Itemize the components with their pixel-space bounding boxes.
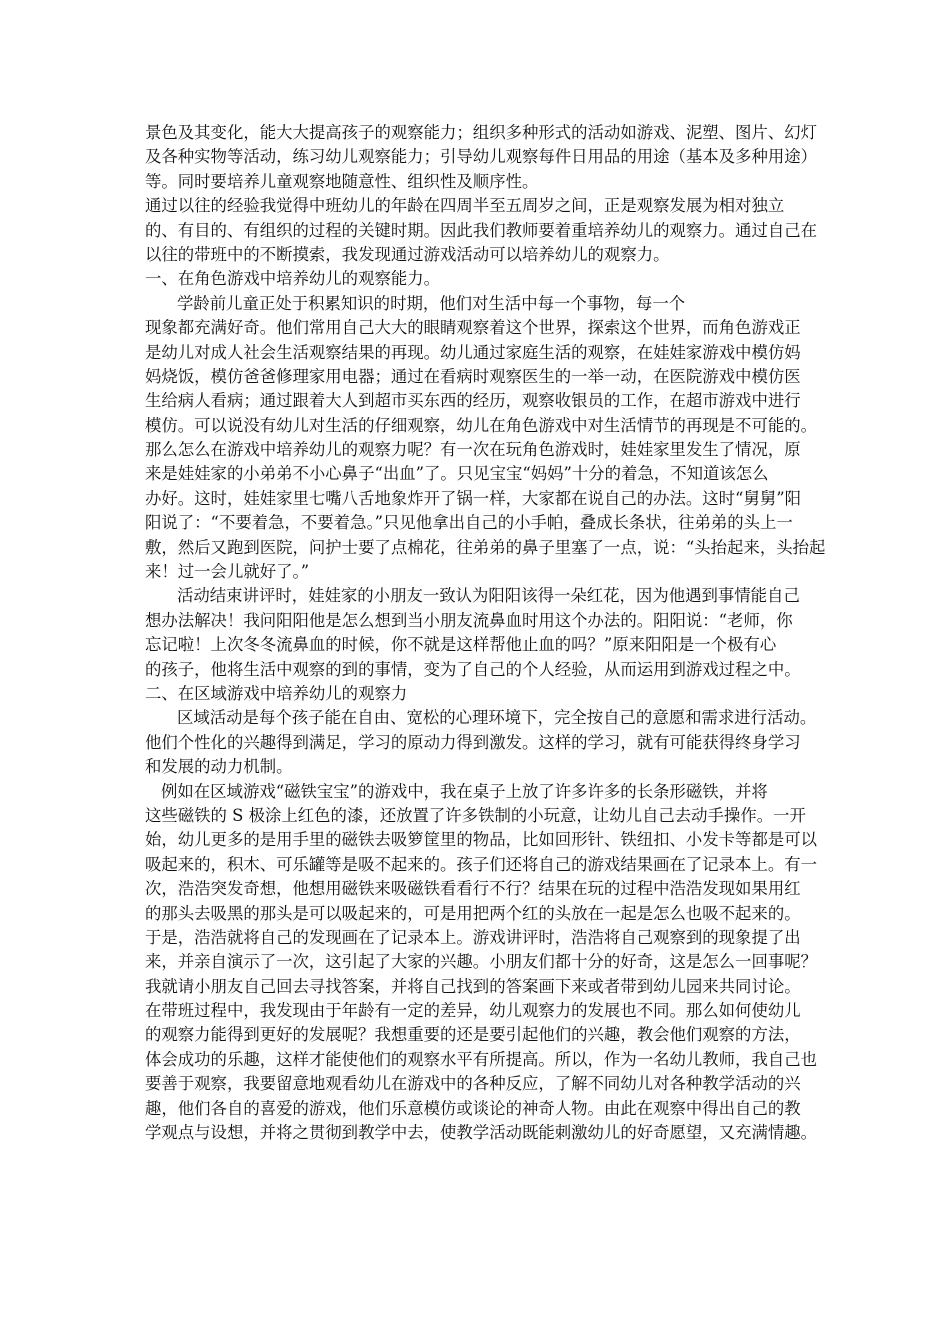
text-line: 现象都充满好奇。他们常用自己大大的眼睛观察着这个世界，探索这个世界，而角色游戏正 [145, 318, 801, 338]
text-line: 例如在区域游戏“磁铁宝宝”的游戏中，我在桌子上放了许多许多的长条形磁铁，并将 [161, 781, 768, 801]
text-line: 吸起来的，积木、可乐罐等是吸不起来的。孩子们还将自己的游戏结果画在了记录本上。有一 [145, 854, 818, 874]
text-line: 的孩子，他将生活中观察的到的事情，变为了自己的个人经验，从而运用到游戏过程之中。 [145, 659, 801, 679]
text-line: 学观点与设想，并将之贯彻到教学中去，使教学活动既能刺激幼儿的好奇愿望，又充满情趣。 [145, 1123, 818, 1143]
text-line: 于是，浩浩就将自己的发现画在了记录本上。游戏讲评时，浩浩将自己观察到的现象提了出 [145, 927, 801, 947]
text-line: 要善于观察，我要留意地观看幼儿在游戏中的各种反应，了解不同幼儿对各种教学活动的兴 [145, 1074, 801, 1094]
text-line: 通过以往的经验我觉得中班幼儿的年龄在四周半至五周岁之间，正是观察发展为相对独立 [145, 196, 785, 216]
text-line: 次，浩浩突发奇想，他想用磁铁来吸磁铁看看行不行？结果在玩的过程中浩浩发现如果用红 [145, 879, 801, 899]
text-line: 趣，他们各自的喜爱的游戏，他们乐意模仿或谈论的神奇人物。由此在观察中得出自己的教 [145, 1098, 801, 1118]
text-line: 他们个性化的兴趣得到满足，学习的原动力得到激发。这样的学习，就有可能获得终身学习 [145, 732, 801, 752]
text-line: 等。同时要培养儿童观察地随意性、组织性及顺序性。 [145, 171, 539, 191]
text-line: 的、有目的、有组织的过程的关键时期。因此我们教师要着重培养幼儿的观察力。通过自己在 [145, 220, 818, 240]
text-line: 的那头去吸黑的那头是可以吸起来的，可是用把两个红的头放在一起是怎么也吸不起来的。 [145, 903, 801, 923]
text-line: 始，幼儿更多的是用手里的磁铁去吸箩筐里的物品，比如回形针、铁纽扣、小发卡等都是可以 [145, 830, 818, 850]
text-line: 来是娃娃家的小弟弟不小心鼻子“出血”了。只见宝宝“妈妈”十分的着急，不知道该怎么 [145, 464, 769, 484]
text-line: 敷，然后又跑到医院，问护士要了点棉花，往弟弟的鼻子里塞了一点，说：“头抬起来，头抬起 [145, 537, 826, 557]
text-line: 的观察力能得到更好的发展呢？我想重要的还是要引起他们的兴趣，教会他们观察的方法， [145, 1025, 801, 1045]
text-line: 那么怎么在游戏中培养幼儿的观察力呢？有一次在玩角色游戏时，娃娃家里发生了情况，原 [145, 440, 801, 460]
text-line: 阳说了：“不要着急，不要着急。”只见他拿出自己的小手帕，叠成长条状，往弟弟的头上一 [145, 513, 793, 533]
section-heading: 二、在区域游戏中培养幼儿的观察力 [145, 683, 408, 703]
text-line: 来！过一会儿就好了。” [145, 562, 310, 582]
text-line: 区域活动是每个孩子能在自由、宽松的心理环境下，完全按自己的意愿和需求进行活动。 [177, 708, 817, 728]
text-line: 办好。这时，娃娃家里七嘴八舌地象炸开了锅一样，大家都在说自己的办法。这时“舅舅”阳 [145, 488, 801, 508]
text-line: 在带班过程中，我发现由于年龄有一定的差异，幼儿观察力的发展也不同。那么如何使幼儿 [145, 1001, 801, 1021]
text-line: 学龄前儿童正处于积累知识的时期，他们对生活中每一个事物，每一个 [177, 293, 686, 313]
section-heading: 一、在角色游戏中培养幼儿的观察能力。 [145, 269, 441, 289]
text-line: 体会成功的乐趣，这样才能使他们的观察水平有所提高。所以，作为一名幼儿教师，我自己也 [145, 1049, 818, 1069]
text-line: 是幼儿对成人社会生活观察结果的再现。幼儿通过家庭生活的观察，在娃娃家游戏中模仿妈 [145, 342, 801, 362]
text-line: 和发展的动力机制。 [145, 757, 293, 777]
text-line: 景色及其变化，能大大提高孩子的观察能力；组织多种形式的活动如游戏、泥塑、图片、幻灯 [145, 123, 818, 142]
text-line: 我就请小朋友自己回去寻找答案，并将自己找到的答案画下来或者带到幼儿园来共同讨论。 [145, 976, 801, 996]
text-line: 忘记啦！上次冬冬流鼻血的时候，你不就是这样帮他止血的吗？”原来阳阳是一个极有心 [145, 635, 777, 655]
text-line: 以往的带班中的不断摸索，我发现通过游戏活动可以培养幼儿的观察力。 [145, 244, 670, 264]
text-line: 及各种实物等活动，练习幼儿观察能力；引导幼儿观察每件日用品的用途（基本及多种用途） [145, 147, 818, 167]
text-line: 模仿。可以说没有幼儿对生活的仔细观察，幼儿在角色游戏中对生活情节的再现是不可能的。 [145, 415, 818, 435]
text-line: 活动结束讲评时，娃娃家的小朋友一致认为阳阳该得一朵红花，因为他遇到事情能自己 [177, 586, 800, 606]
text-line: 这些磁铁的 S 极涂上红色的漆，还放置了许多铁制的小玩意，让幼儿自己去动手操作。一开 [145, 805, 806, 825]
text-line: 想办法解决！我问阳阳他是怎么想到当小朋友流鼻血时用这个办法的。阳阳说：“老师，你 [145, 610, 793, 630]
text-line: 妈烧饭，模仿爸爸修理家用电器；通过在看病时观察医生的一举一动，在医院游戏中模仿医 [145, 366, 801, 386]
text-line: 来，并亲自演示了一次，这引起了大家的兴趣。小朋友们都十分的好奇，这是怎么一回事呢？ [145, 952, 818, 972]
document-body [145, 121, 825, 1145]
text-line: 生给病人看病；通过跟着大人到超市买东西的经历，观察收银员的工作，在超市游戏中进行 [145, 391, 801, 411]
